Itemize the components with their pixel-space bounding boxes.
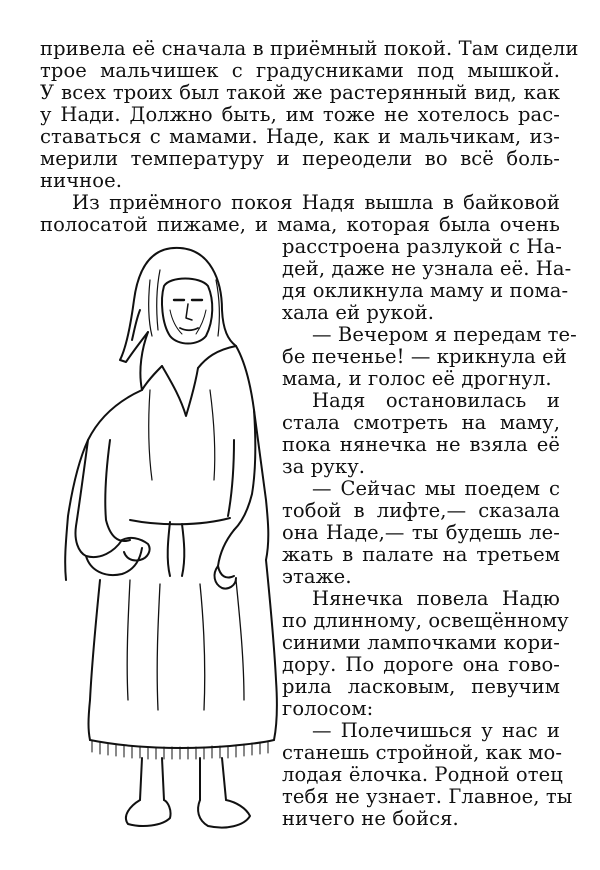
text-line: расстроена разлукой с На- (282, 235, 562, 258)
text-line: станешь стройной, как мо- (282, 741, 563, 764)
text-line: — Полечишься у нас и (312, 719, 560, 742)
text-line: трое мальчишек с градусниками под мышкой. (40, 59, 560, 82)
text-line: У всех троих был такой же растерянный вид, как (40, 81, 560, 104)
text-line: дей, даже не узнала её. На- (282, 257, 572, 280)
text-line: этаже. (282, 565, 352, 588)
text-line: бе печенье! — крикнула ей (282, 345, 567, 368)
text-line: лодая ёлочка. Родной отец (282, 763, 563, 786)
text-line: по длинному, освещённому (282, 609, 569, 632)
text-line: дя окликнула маму и пома- (282, 279, 569, 302)
text-line: жать в палате на третьем (282, 543, 560, 566)
text-line: мерили температуру и переодели во всё боль- (40, 147, 560, 170)
text-line: хала ей рукой. (282, 301, 435, 324)
text-line: ничное. (40, 169, 123, 192)
woman-in-headscarf-drawing (30, 240, 280, 840)
text-line: тебя не узнает. Главное, ты (282, 785, 573, 808)
text-line: — Сейчас мы поедем с (312, 477, 560, 500)
text-line: Из приёмного покоя Надя вышла в байковой (72, 191, 560, 214)
text-line: у Нади. Должно быть, им тоже не хотелось рас- (40, 103, 560, 126)
text-line: ставаться с мамами. Наде, как и мальчикам, из- (40, 125, 560, 148)
text-line: ничего не бойся. (282, 807, 459, 830)
text-line: дору. По дороге она гово- (282, 653, 560, 676)
text-line: рила ласковым, певучим (282, 675, 560, 698)
text-line: она Наде,— ты будешь ле- (282, 521, 560, 544)
text-line: за руку. (282, 455, 366, 478)
text-line: — Вечером я передам те- (312, 323, 577, 346)
text-line: Нянечка повела Надю (312, 587, 560, 610)
text-line: Надя остановилась и (312, 389, 560, 412)
text-line: тобой в лифте,— сказала (282, 499, 560, 522)
text-line: пока нянечка не взяла её (282, 433, 560, 456)
text-line: синими лампочками кори- (282, 631, 560, 654)
text-line: голосом: (282, 697, 374, 720)
text-line: мама, и голос её дрогнул. (282, 367, 552, 390)
text-line: полосатой пижаме, и мама, которая была очень (40, 213, 560, 236)
text-line: стала смотреть на маму, (282, 411, 560, 434)
text-line: привела её сначала в приёмный покой. Там сидели (40, 37, 579, 60)
